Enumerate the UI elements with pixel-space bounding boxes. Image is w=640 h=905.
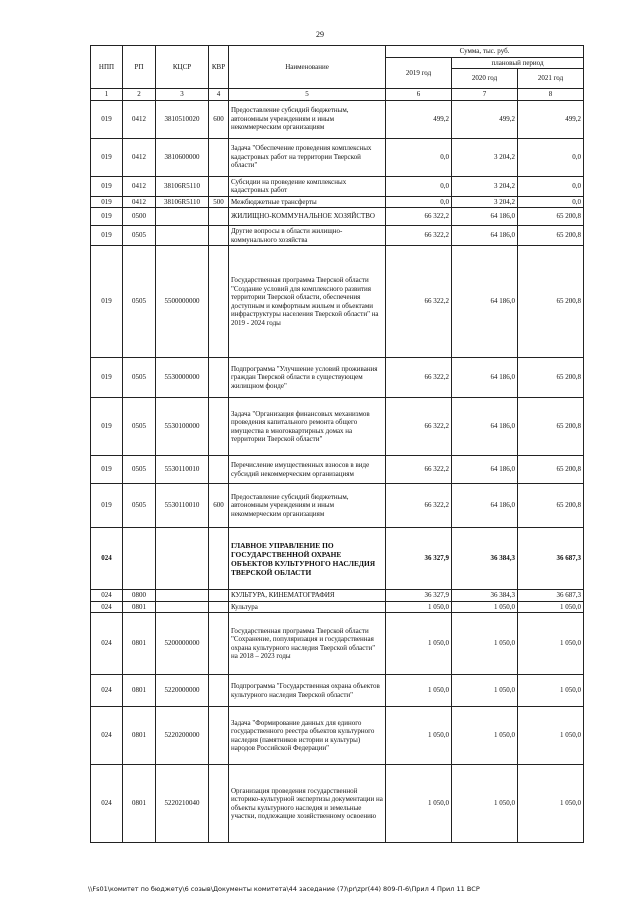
header-col-number: 2 xyxy=(123,89,156,101)
cell-rp: 0505 xyxy=(123,246,156,358)
cell-kvr xyxy=(209,176,229,196)
cell-rp: 0800 xyxy=(123,590,156,602)
cell-2021: 65 200,8 xyxy=(518,208,584,226)
cell-kcsr: 5220200000 xyxy=(156,707,209,765)
cell-kvr xyxy=(209,675,229,707)
cell-kvr xyxy=(209,138,229,176)
cell-kvr xyxy=(209,765,229,843)
cell-kvr: 600 xyxy=(209,484,229,528)
cell-2020: 3 204,2 xyxy=(452,176,518,196)
footer-file-path: \\Fs01\комитет по бюджету\6 созыв\Документы комитета\44 заседание (7)\pr\zpr(44) 809-П-6\Прил 4 Прил 11 ВСР xyxy=(88,885,480,893)
cell-2020: 64 186,0 xyxy=(452,456,518,484)
table-row xyxy=(91,138,584,176)
cell-kcsr: 5200000000 xyxy=(156,613,209,675)
header-col-number: 4 xyxy=(209,89,229,101)
cell-name: Задача "Формирование данных для единого государственного реестра объектов культурного наследия (памятников истории и культуры) народов Российской Федерации" xyxy=(229,707,386,765)
cell-kcsr xyxy=(156,601,209,613)
cell-rp: 0412 xyxy=(123,196,156,208)
cell-kvr xyxy=(209,707,229,765)
cell-name: ГЛАВНОЕ УПРАВЛЕНИЕ ПО ГОСУДАРСТВЕННОЙ ОХРАНЕ ОБЪЕКТОВ КУЛЬТУРНОГО НАСЛЕДИЯ ТВЕРСКОЙ ОБЛАСТИ xyxy=(229,528,386,590)
cell-rp: 0412 xyxy=(123,176,156,196)
cell-rp: 0505 xyxy=(123,226,156,246)
cell-2019: 0,0 xyxy=(386,138,452,176)
cell-2020: 64 186,0 xyxy=(452,226,518,246)
header-sum: Сумма, тыс. руб. xyxy=(386,46,584,58)
cell-npp: 019 xyxy=(91,100,123,138)
cell-name: Государственная программа Тверской области "Сохранение, популяризация и государственная охрана культурного наследия Тверской области" на 2018 – 2023 годы xyxy=(229,613,386,675)
cell-rp: 0412 xyxy=(123,138,156,176)
cell-2021: 65 200,8 xyxy=(518,484,584,528)
cell-kcsr: 5530110010 xyxy=(156,456,209,484)
cell-2021: 0,0 xyxy=(518,176,584,196)
cell-kvr: 600 xyxy=(209,100,229,138)
cell-name: Подпрограмма "Улучшение условий проживания граждан Тверской области в существующем жилищном фонде" xyxy=(229,358,386,398)
cell-rp: 0801 xyxy=(123,613,156,675)
table-row xyxy=(91,675,584,707)
header-col-number: 7 xyxy=(452,89,518,101)
cell-npp: 019 xyxy=(91,358,123,398)
cell-npp: 024 xyxy=(91,601,123,613)
cell-kvr xyxy=(209,456,229,484)
cell-name: Предоставление субсидий бюджетным, автономным учреждениям и иным некоммерческим организациям xyxy=(229,484,386,528)
cell-kvr xyxy=(209,601,229,613)
table-row xyxy=(91,765,584,843)
cell-kvr: 500 xyxy=(209,196,229,208)
cell-rp xyxy=(123,528,156,590)
header-col-number: 8 xyxy=(518,89,584,101)
cell-2019: 0,0 xyxy=(386,176,452,196)
cell-2019: 66 322,2 xyxy=(386,484,452,528)
cell-npp: 024 xyxy=(91,765,123,843)
cell-npp: 019 xyxy=(91,456,123,484)
cell-name: Другие вопросы в области жилищно-коммунального хозяйства xyxy=(229,226,386,246)
cell-npp: 019 xyxy=(91,138,123,176)
cell-2020: 64 186,0 xyxy=(452,246,518,358)
table-row xyxy=(91,208,584,226)
cell-2021: 1 050,0 xyxy=(518,765,584,843)
cell-name: ЖИЛИЩНО-КОММУНАЛЬНОЕ ХОЗЯЙСТВО xyxy=(229,208,386,226)
header-kcsr: КЦСР xyxy=(156,46,209,89)
cell-2021: 36 687,3 xyxy=(518,528,584,590)
header-year-2021: 2021 год xyxy=(518,69,584,89)
cell-name: КУЛЬТУРА, КИНЕМАТОГРАФИЯ xyxy=(229,590,386,602)
cell-kcsr: 38106R5110 xyxy=(156,196,209,208)
cell-2020: 1 050,0 xyxy=(452,613,518,675)
cell-name: Межбюджетные трансферты xyxy=(229,196,386,208)
cell-2021: 65 200,8 xyxy=(518,246,584,358)
cell-2020: 1 050,0 xyxy=(452,707,518,765)
cell-name: Субсидии на проведение комплексных кадастровых работ xyxy=(229,176,386,196)
table-row xyxy=(91,601,584,613)
header-npp: НПП xyxy=(91,46,123,89)
cell-2020: 1 050,0 xyxy=(452,601,518,613)
header-col-number: 5 xyxy=(229,89,386,101)
header-col-number: 1 xyxy=(91,89,123,101)
header-year-2020: 2020 год xyxy=(452,69,518,89)
cell-2019: 1 050,0 xyxy=(386,601,452,613)
cell-2019: 1 050,0 xyxy=(386,707,452,765)
cell-2021: 1 050,0 xyxy=(518,601,584,613)
cell-2021: 499,2 xyxy=(518,100,584,138)
cell-npp: 024 xyxy=(91,528,123,590)
cell-npp: 024 xyxy=(91,590,123,602)
cell-kvr xyxy=(209,246,229,358)
cell-2019: 1 050,0 xyxy=(386,765,452,843)
cell-npp: 024 xyxy=(91,613,123,675)
cell-2021: 65 200,8 xyxy=(518,358,584,398)
table-row xyxy=(91,484,584,528)
cell-rp: 0505 xyxy=(123,456,156,484)
page-number: 29 xyxy=(316,30,324,39)
header-rp: РП xyxy=(123,46,156,89)
table-row xyxy=(91,398,584,456)
table-row xyxy=(91,100,584,138)
cell-name: Задача "Организация финансовых механизмов проведения капитального ремонта общего имущества в многоквартирных домах на территории Тверской области" xyxy=(229,398,386,456)
cell-npp: 019 xyxy=(91,226,123,246)
header-planned-period: плановый период xyxy=(452,57,584,69)
cell-rp: 0412 xyxy=(123,100,156,138)
cell-npp: 019 xyxy=(91,246,123,358)
header-col-number: 3 xyxy=(156,89,209,101)
cell-kvr xyxy=(209,613,229,675)
cell-kcsr: 5500000000 xyxy=(156,246,209,358)
table-body xyxy=(91,100,584,843)
cell-kvr xyxy=(209,398,229,456)
cell-kcsr: 5220210040 xyxy=(156,765,209,843)
cell-2020: 499,2 xyxy=(452,100,518,138)
cell-rp: 0505 xyxy=(123,484,156,528)
table-row xyxy=(91,226,584,246)
table-row xyxy=(91,590,584,602)
cell-kcsr: 5530110010 xyxy=(156,484,209,528)
cell-2019: 1 050,0 xyxy=(386,613,452,675)
cell-2019: 66 322,2 xyxy=(386,398,452,456)
cell-2021: 0,0 xyxy=(518,138,584,176)
cell-2021: 36 687,3 xyxy=(518,590,584,602)
cell-2021: 65 200,8 xyxy=(518,456,584,484)
cell-kvr xyxy=(209,226,229,246)
cell-rp: 0505 xyxy=(123,398,156,456)
cell-rp: 0505 xyxy=(123,358,156,398)
cell-kvr xyxy=(209,358,229,398)
cell-name: Предоставление субсидий бюджетным, автономным учреждениям и иным некоммерческим организациям xyxy=(229,100,386,138)
cell-npp: 024 xyxy=(91,675,123,707)
header-year-2019: 2019 год xyxy=(386,57,452,89)
cell-kvr xyxy=(209,590,229,602)
cell-kvr xyxy=(209,528,229,590)
table-row xyxy=(91,196,584,208)
cell-name: Организация проведения государственной историко-культурной экспертизы документации на объекты культурного наследия и земельные участки, подлежащие хозяйственному освоению xyxy=(229,765,386,843)
table-header xyxy=(91,46,584,101)
cell-2020: 3 204,2 xyxy=(452,138,518,176)
cell-kcsr xyxy=(156,590,209,602)
cell-kcsr: 3810510020 xyxy=(156,100,209,138)
table-row xyxy=(91,456,584,484)
cell-2019: 66 322,2 xyxy=(386,246,452,358)
table-row xyxy=(91,246,584,358)
cell-npp: 019 xyxy=(91,484,123,528)
cell-name: Задача "Обеспечение проведения комплексных кадастровых работ на территории Тверской области" xyxy=(229,138,386,176)
cell-npp: 019 xyxy=(91,176,123,196)
cell-kcsr: 38106R5110 xyxy=(156,176,209,196)
header-name: Наименование xyxy=(229,46,386,89)
table-row xyxy=(91,358,584,398)
cell-2020: 64 186,0 xyxy=(452,208,518,226)
cell-kcsr: 5530000000 xyxy=(156,358,209,398)
cell-2021: 1 050,0 xyxy=(518,613,584,675)
header-col-number: 6 xyxy=(386,89,452,101)
cell-2020: 3 204,2 xyxy=(452,196,518,208)
cell-npp: 019 xyxy=(91,208,123,226)
cell-2021: 65 200,8 xyxy=(518,226,584,246)
cell-2021: 65 200,8 xyxy=(518,398,584,456)
cell-2020: 36 384,3 xyxy=(452,528,518,590)
cell-rp: 0500 xyxy=(123,208,156,226)
cell-2019: 66 322,2 xyxy=(386,208,452,226)
cell-npp: 019 xyxy=(91,196,123,208)
cell-rp: 0801 xyxy=(123,601,156,613)
table-row xyxy=(91,613,584,675)
cell-2020: 1 050,0 xyxy=(452,765,518,843)
cell-npp: 019 xyxy=(91,398,123,456)
cell-kcsr: 3810600000 xyxy=(156,138,209,176)
cell-2019: 66 322,2 xyxy=(386,358,452,398)
header-kvr: КВР xyxy=(209,46,229,89)
cell-2020: 64 186,0 xyxy=(452,398,518,456)
cell-name: Подпрограмма "Государственная охрана объектов культурного наследия Тверской области" xyxy=(229,675,386,707)
cell-2019: 36 327,9 xyxy=(386,528,452,590)
cell-2020: 64 186,0 xyxy=(452,484,518,528)
budget-table xyxy=(90,45,584,843)
table-row xyxy=(91,176,584,196)
cell-rp: 0801 xyxy=(123,675,156,707)
cell-2020: 64 186,0 xyxy=(452,358,518,398)
cell-npp: 024 xyxy=(91,707,123,765)
cell-kcsr xyxy=(156,226,209,246)
cell-2019: 66 322,2 xyxy=(386,456,452,484)
cell-kvr xyxy=(209,208,229,226)
cell-name: Культура xyxy=(229,601,386,613)
cell-2021: 1 050,0 xyxy=(518,675,584,707)
cell-name: Государственная программа Тверской области "Создание условий для комплексного развития территории Тверской области, обеспечения доступным и комфортным жильем и объектами инфраструктуры населения Тверской области" на 2019 - 2024 годы xyxy=(229,246,386,358)
cell-2021: 0,0 xyxy=(518,196,584,208)
cell-kcsr: 5220000000 xyxy=(156,675,209,707)
cell-2019: 36 327,9 xyxy=(386,590,452,602)
cell-2021: 1 050,0 xyxy=(518,707,584,765)
cell-2019: 0,0 xyxy=(386,196,452,208)
cell-2019: 1 050,0 xyxy=(386,675,452,707)
cell-name: Перечисление имущественных взносов в виде субсидий некоммерческим организациям xyxy=(229,456,386,484)
cell-2020: 1 050,0 xyxy=(452,675,518,707)
cell-kcsr: 5530100000 xyxy=(156,398,209,456)
cell-kcsr xyxy=(156,528,209,590)
cell-rp: 0801 xyxy=(123,765,156,843)
table-row xyxy=(91,528,584,590)
cell-2019: 66 322,2 xyxy=(386,226,452,246)
cell-kcsr xyxy=(156,208,209,226)
cell-2020: 36 384,3 xyxy=(452,590,518,602)
table-row xyxy=(91,707,584,765)
cell-rp: 0801 xyxy=(123,707,156,765)
cell-2019: 499,2 xyxy=(386,100,452,138)
